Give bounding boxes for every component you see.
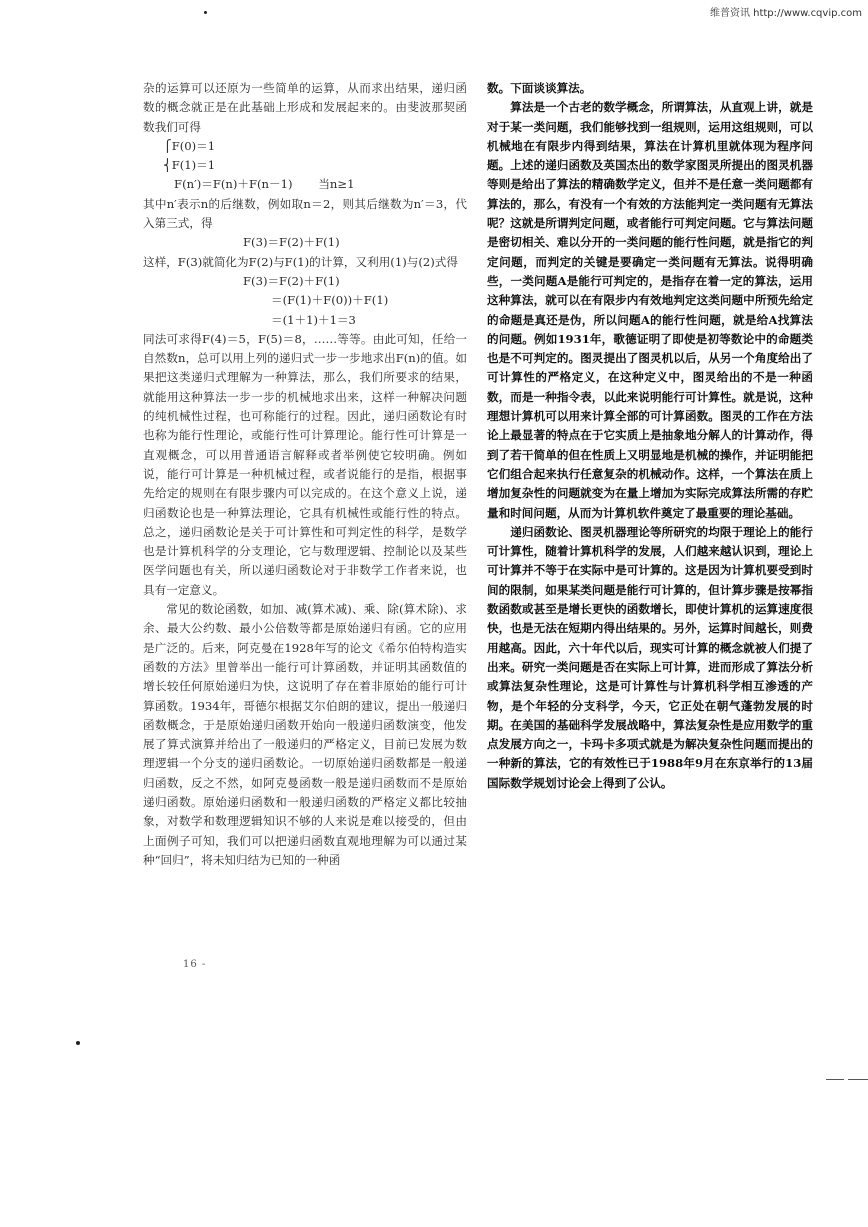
paragraph: 杂的运算可以还原为一些简单的运算，从而求出结果，递归函数的概念就正是在此基础上形成和发展起来的。由斐波那契函数我们可得: [143, 81, 467, 134]
equation-line: F(3)＝F(2)＋F(1): [243, 273, 340, 288]
equation-line: ⎧F(0)＝1: [163, 138, 216, 153]
equation-line: F(n′)＝F(n)＋F(n－1) 当n≥1: [163, 177, 355, 192]
equation-line: F(3)＝F(2)＋F(1): [243, 235, 340, 250]
paragraph: 其中n′表示n的后继数，例如取n＝2，则其后继数为n′＝3，代入第三式，得: [143, 196, 467, 231]
paragraph: 同法可求得F(4)＝5，F(5)＝8，……等等。由此可知，任给一自然数n，总可以用上列的递归式一步一步地求出F(n)的值。如果把这类递归式理解为一种算法，那么，我们所要求的结果，就能用这种算法一步一步的机械地求出来，这样一种解决问题的纯机械性过程，也可称能行的过程。因此，递归函数论有时也称为能行性理论，或能行性可计算理论。能行性可计算是一直观概念，可以用普通语言解释或者举例使它较明确。例如说，能行可计算是一种机械过程，或者说能行的是指，根据事先给定的规则在有限步骤内可以完成的。在这个意义上说，递归函数论也是一种算法理论，它具有机械性或能行性的特点。总之，递归函数论是关于可计算性和可判定性的科学，是数学也是计算机科学的分支理论，它与数理逻辑、控制论以及某些医学问题也有关，所以递归函数论对于非数学工作者来说，也具有一定意义。: [143, 331, 467, 597]
watermark: 维普资讯 http://www.cqvip.com: [709, 8, 862, 19]
scan-edge-mark: [826, 1079, 844, 1080]
equation-line: ＝(F(1)＋F(0))＋F(1): [271, 293, 389, 308]
equation-line: ⎨F(1)＝1: [163, 158, 216, 173]
paragraph: 算法是一个古老的数学概念，所谓算法，从直观上讲，就是对于某一类问题，我们能够找到一组规则，运用这组规则，可以机械地在有限步内得到结果，算法在计算机里就体现为程序问题。上述的递归函数及英国杰出的数学家图灵所提出的图灵机器等则是给出了算法的精确数学定义，但并不是任意一类问题都有算法的，那么，有没有一个有效的方法能判定一类问题有无算法呢？这就是所谓判定问题，或者能行可判定问题。它与算法问题是密切相关、难以分开的一类问题的能行性问题，就是指它的判定问题，而判定的关键是要确定一类问题有无算法。说得明确些，一类问题A是能行可判定的，是指存在着一定的算法，运用这种算法，就可以在有限步内有效地判定这类问题中所预先给定的命题是真还是伪，所以问题A的能行性问题，就是给A找算法的问题。例如1931年，歌德证明了即使是初等数论中的命题类也是不可判定的。图灵提出了图灵机以后，从另一个角度给出了可计算性的严格定义，在这种定义中，图灵给出的不是一种函数，而是一种指令表，以此来说明能行可计算性。就是说，这种理想计算机可以用来计算全部的可计算函数。图灵的工作在方法论上最显著的特点在于它实质上是抽象地分解人的计算动作，得到了若干简单的但在性质上又明显地是机械的操作，并证明能把它们组合起来执行任意复杂的机械动作。这样，一个算法在质上增加复杂性的问题就变为在量上增加为实际完成算法所需的存贮量和时间问题，从而为计算机软件奠定了最重要的理论基础。: [487, 100, 813, 520]
paragraph: 常见的数论函数，如加、减(算术减)、乘、除(算术除)、求余、最大公约数、最小公倍数等都是原始递归有函。它的应用是广泛的。后来，阿克曼在1928年写的论文《希尔伯特构造实函数的方法》里曾举出一能行可计算函数，并证明其函数值的增长较任何原始递归为快，这说明了存在着非原始的能行可计算函数。1934年，哥德尔根据艾尔伯朗的建议，提出一般递归函数概念，于是原始递归函数开始向一般递归函数演变，他发展了算式演算并给出了一般递归的严格定义，目前已发展为数理逻辑一个分支的递归函数论。一切原始递归函数都是一般递归函数，反之不然，如阿克曼函数一般是递归函数而不是原始递归函数。原始递归函数和一般递归函数的严格定义都比较抽象，对数学和数理逻辑知识不够的人来说是难以接受的，但由上面例子可知，我们可以把递归函数直观地理解为可以通过某种“回归”，将未知归结为已知的一种函: [143, 602, 467, 867]
left-column: [143, 79, 467, 870]
scan-edge-mark: [848, 1079, 868, 1080]
right-column: [487, 79, 813, 793]
scan-speck: [204, 11, 207, 14]
page-number: 16 -: [183, 959, 207, 970]
paragraph: 递归函数论、图灵机器理论等所研究的均限于理论上的能行可计算性，随着计算机科学的发展，人们越来越认识到，理论上可计算并不等于在实际中是可计算的。这是因为计算机要受到时间的限制，如果某类问题是能行可计算的，但计算步骤是按幂指数函数或甚至是增长更快的函数增长，即使计算机的运算速度很快，也是无法在短期内得出结果的。另外，运算时间越长，则费用越高。因此，六十年代以后，现实可计算的概念就被人们提了出来。研究一类问题是否在实际上可计算，进而形成了算法分析或算法复杂性理论，这是可计算性与计算机科学相互渗透的产物，是个年轻的分支科学，今天，它正处在朝气蓬勃发展的时期。在美国的基础科学发展战略中，算法复杂性是应用数学的重点发展方向之一，卡玛卡多项式就是为解决复杂性问题而提出的一种新的算法，它的有效性已于1988年9月在东京举行的13届国际数学规划讨论会上得到了公认。: [487, 524, 813, 790]
paragraph: 数。下面谈谈算法。: [487, 81, 592, 95]
scan-speck: [76, 1041, 80, 1045]
paragraph: 这样，F(3)就简化为F(2)与F(1)的计算，又利用(1)与(2)式得: [143, 254, 458, 269]
equation-line: ＝(1＋1)＋1＝3: [271, 312, 356, 327]
